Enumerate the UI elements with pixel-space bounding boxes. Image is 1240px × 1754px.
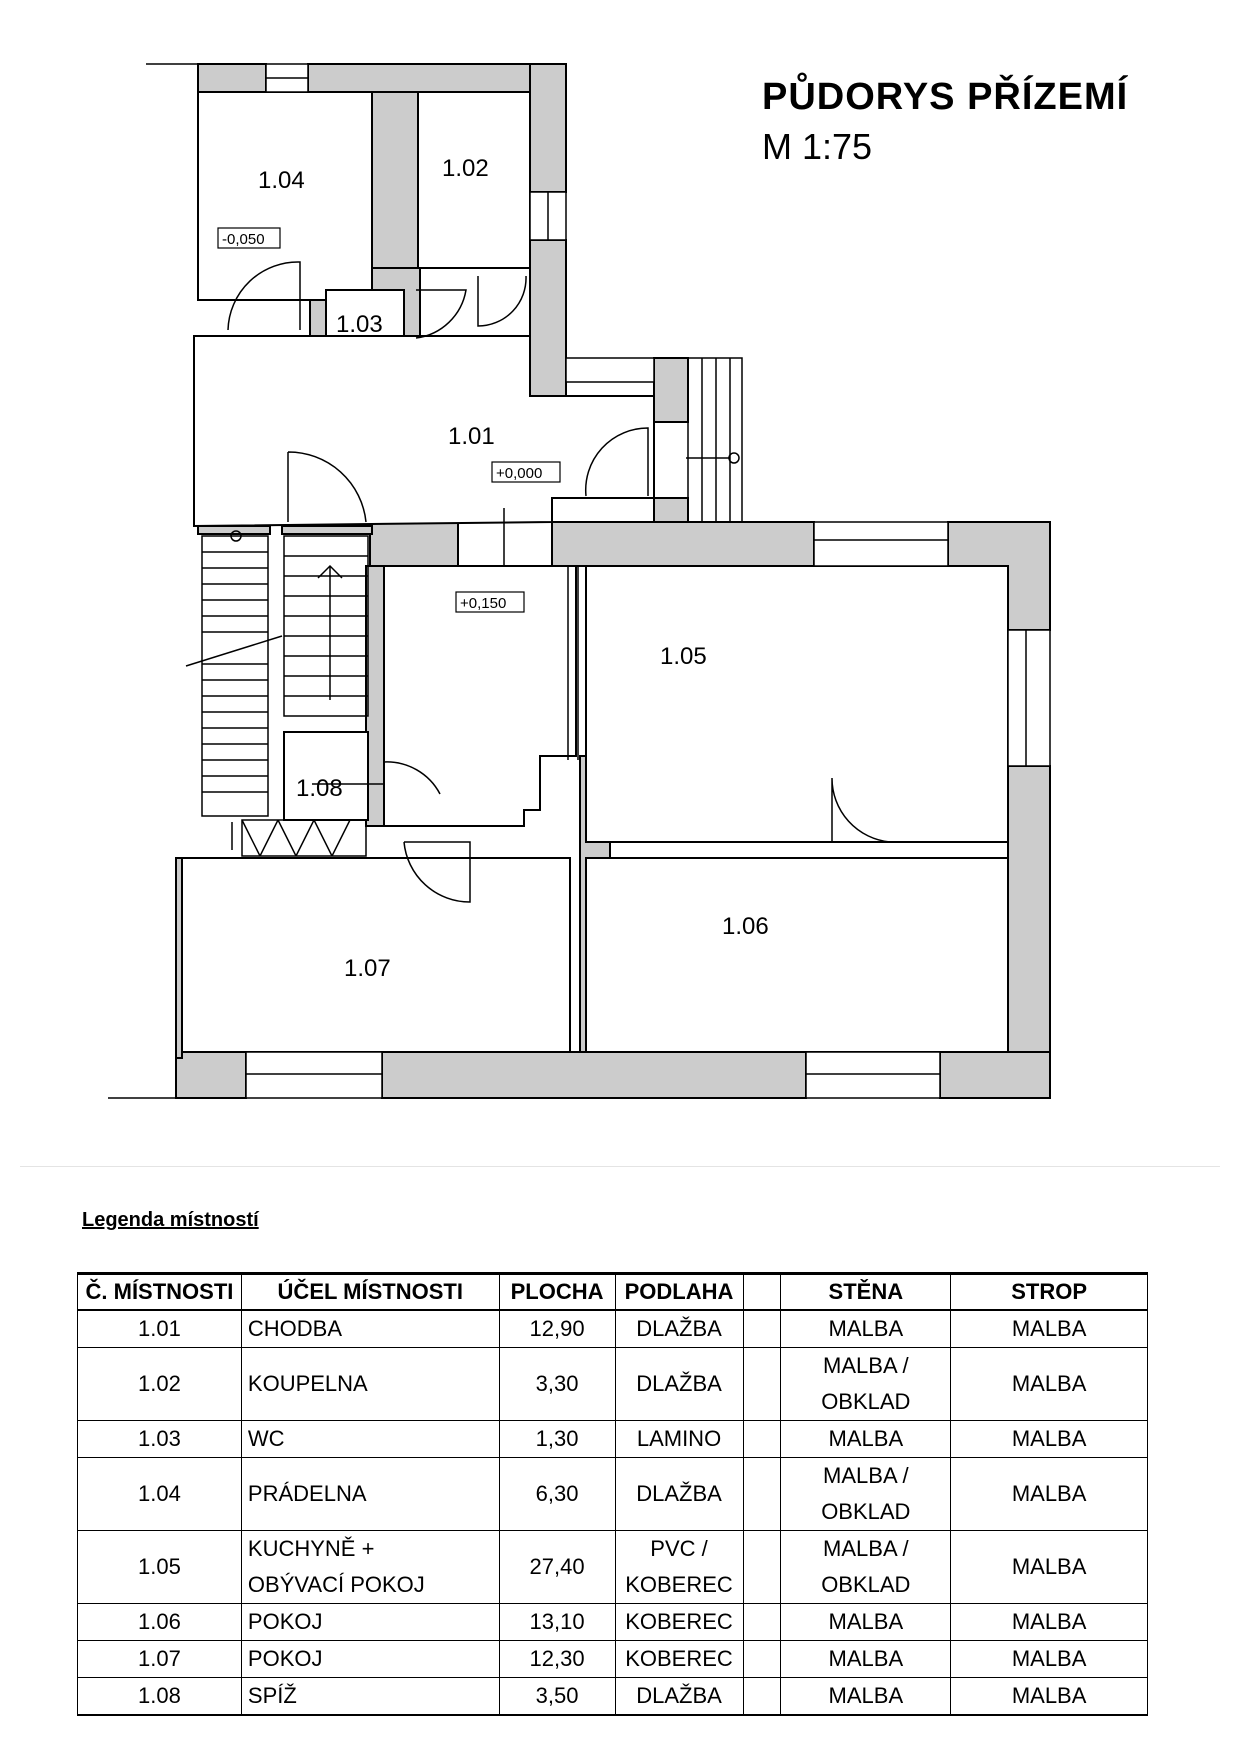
cell-line: KUCHYNĚ +	[247, 1536, 375, 1561]
cell-line: PRÁDELNA	[247, 1481, 367, 1506]
cell-line: OBÝVACÍ POKOJ	[247, 1572, 425, 1597]
wall	[370, 522, 458, 566]
room-area-cell: 6,30	[499, 1458, 615, 1531]
room-area-cell: 3,50	[499, 1678, 615, 1716]
wall	[654, 498, 688, 522]
cell-line: KOUPELNA	[247, 1371, 368, 1396]
room-label: 1.06	[722, 913, 769, 940]
room-ceiling-cell: MALBA	[951, 1421, 1148, 1458]
wall	[552, 522, 814, 566]
room-label: 1.03	[336, 311, 383, 338]
blank-cell	[743, 1458, 781, 1531]
cell-line: KOBEREC	[625, 1572, 733, 1597]
legend-row	[78, 1310, 1148, 1348]
room-area-cell: 12,90	[499, 1310, 615, 1348]
room-label: 1.05	[660, 643, 707, 670]
header-cell: ÚČEL MÍSTNOSTI	[241, 1274, 499, 1311]
room-area-cell: 13,10	[499, 1604, 615, 1641]
room-wall-cell	[781, 1678, 951, 1716]
header-cell: STROP	[951, 1274, 1148, 1311]
room-outline	[198, 92, 372, 300]
blank-cell	[743, 1421, 781, 1458]
wall	[198, 526, 270, 534]
legend-body	[78, 1310, 1148, 1715]
blank-cell	[743, 1348, 781, 1421]
legend-row	[78, 1348, 1148, 1421]
room-number-cell: 1.08	[78, 1678, 242, 1716]
legend-table	[77, 1272, 1148, 1716]
room-label: 1.02	[442, 155, 489, 182]
cell-line: CHODBA	[247, 1316, 343, 1341]
legend-row	[78, 1604, 1148, 1641]
room-ceiling-cell: MALBA	[951, 1641, 1148, 1678]
legend-row	[78, 1421, 1148, 1458]
cell-line: POKOJ	[247, 1646, 323, 1671]
wall	[308, 64, 566, 92]
cell-line: DLAŽBA	[636, 1683, 722, 1708]
cell-line: SPÍŽ	[247, 1683, 297, 1708]
room-ceiling-cell: MALBA	[951, 1604, 1148, 1641]
cell-line: OBKLAD	[821, 1499, 911, 1524]
cell-line: DLAŽBA	[636, 1481, 722, 1506]
room-ceiling-cell: MALBA	[951, 1678, 1148, 1716]
room-wall-cell	[781, 1458, 951, 1531]
room-number-cell: 1.04	[78, 1458, 242, 1531]
legend-row	[78, 1458, 1148, 1531]
cell-line: POKOJ	[247, 1609, 323, 1634]
cell-line: KOBEREC	[625, 1609, 733, 1634]
wall	[940, 1052, 1050, 1098]
room-label: 1.08	[296, 775, 343, 802]
cell-line: MALBA /	[823, 1353, 909, 1378]
legend-header-row	[78, 1274, 1148, 1311]
room-floor-cell	[615, 1421, 743, 1458]
cell-line: MALBA	[828, 1609, 904, 1634]
room-purpose-cell	[241, 1421, 499, 1458]
room-number-cell: 1.01	[78, 1310, 242, 1348]
wall	[530, 64, 566, 192]
wall	[1008, 766, 1050, 1098]
cell-line: LAMINO	[636, 1426, 722, 1451]
room-label: 1.04	[258, 167, 305, 194]
header-cell: PODLAHA	[615, 1274, 743, 1311]
room-area-cell: 12,30	[499, 1641, 615, 1678]
room-number-cell: 1.07	[78, 1641, 242, 1678]
room-floor-cell	[615, 1531, 743, 1604]
wall	[654, 358, 688, 422]
room-wall-cell	[781, 1531, 951, 1604]
wall	[530, 240, 566, 396]
room-purpose-cell	[241, 1641, 499, 1678]
room-area-cell: 1,30	[499, 1421, 615, 1458]
legend-row	[78, 1531, 1148, 1604]
room-floor-cell	[615, 1310, 743, 1348]
room-wall-cell	[781, 1421, 951, 1458]
blank-cell	[743, 1641, 781, 1678]
blank-cell	[743, 1604, 781, 1641]
wall	[176, 1052, 246, 1098]
room-ceiling-cell: MALBA	[951, 1458, 1148, 1531]
room-ceiling-cell: MALBA	[951, 1348, 1148, 1421]
blank-cell	[743, 1678, 781, 1716]
room-wall-cell	[781, 1348, 951, 1421]
room-floor-cell	[615, 1641, 743, 1678]
header-cell: Č. MÍSTNOSTI	[78, 1274, 242, 1311]
plan-scale: M 1:75	[762, 126, 873, 167]
level-label: +0,000	[496, 465, 543, 482]
room-floor-cell	[615, 1678, 743, 1716]
level-label: +0,150	[460, 595, 507, 612]
cell-line: MALBA	[828, 1683, 904, 1708]
cell-line: DLAŽBA	[636, 1371, 722, 1396]
room-purpose-cell	[241, 1604, 499, 1641]
room-purpose-cell	[241, 1458, 499, 1531]
wall	[282, 526, 372, 534]
room-wall-cell	[781, 1641, 951, 1678]
room-number-cell: 1.06	[78, 1604, 242, 1641]
cell-line: DLAŽBA	[636, 1316, 722, 1341]
room-purpose-cell	[241, 1348, 499, 1421]
cell-line: MALBA	[828, 1316, 904, 1341]
room-wall-cell	[781, 1310, 951, 1348]
room-floor-cell	[615, 1604, 743, 1641]
room-number-cell: 1.02	[78, 1348, 242, 1421]
room-floor-cell	[615, 1348, 743, 1421]
legend-title: Legenda místností	[82, 1209, 259, 1231]
room-ceiling-cell: MALBA	[951, 1310, 1148, 1348]
header-cell-blank	[743, 1274, 781, 1311]
cell-line: OBKLAD	[821, 1572, 911, 1597]
cell-line: MALBA	[828, 1646, 904, 1671]
room-area-cell: 3,30	[499, 1348, 615, 1421]
room-ceiling-cell: MALBA	[951, 1531, 1148, 1604]
legend-row	[78, 1641, 1148, 1678]
room-label: 1.01	[448, 423, 495, 450]
header-cell: PLOCHA	[499, 1274, 615, 1311]
room-purpose-cell	[241, 1310, 499, 1348]
room-number-cell: 1.05	[78, 1531, 242, 1604]
cell-line: KOBEREC	[625, 1646, 733, 1671]
wall	[382, 1052, 806, 1098]
level-label: -0,050	[222, 231, 265, 248]
room-purpose-cell	[241, 1531, 499, 1604]
cell-line: MALBA	[828, 1426, 904, 1451]
cell-line: OBKLAD	[821, 1389, 911, 1414]
room-purpose-cell	[241, 1678, 499, 1716]
header-cell: STĚNA	[781, 1274, 951, 1311]
cell-line: MALBA /	[823, 1463, 909, 1488]
cell-line: WC	[247, 1426, 285, 1451]
blank-cell	[743, 1531, 781, 1604]
room-wall-cell	[781, 1604, 951, 1641]
separator	[20, 1166, 1220, 1167]
blank-cell	[743, 1310, 781, 1348]
room-label: 1.07	[344, 955, 391, 982]
room-outline	[586, 858, 1008, 1052]
room-number-cell: 1.03	[78, 1421, 242, 1458]
room-outlines	[182, 92, 1008, 1052]
room-outline	[586, 566, 1008, 842]
room-floor-cell	[615, 1458, 743, 1531]
wall	[198, 64, 266, 92]
cell-line: PVC /	[650, 1536, 708, 1561]
plan-title: PŮDORYS PŘÍZEMÍ	[762, 76, 1129, 118]
legend-row	[78, 1678, 1148, 1716]
room-area-cell: 27,40	[499, 1531, 615, 1604]
wall	[372, 92, 418, 268]
cell-line: MALBA /	[823, 1536, 909, 1561]
